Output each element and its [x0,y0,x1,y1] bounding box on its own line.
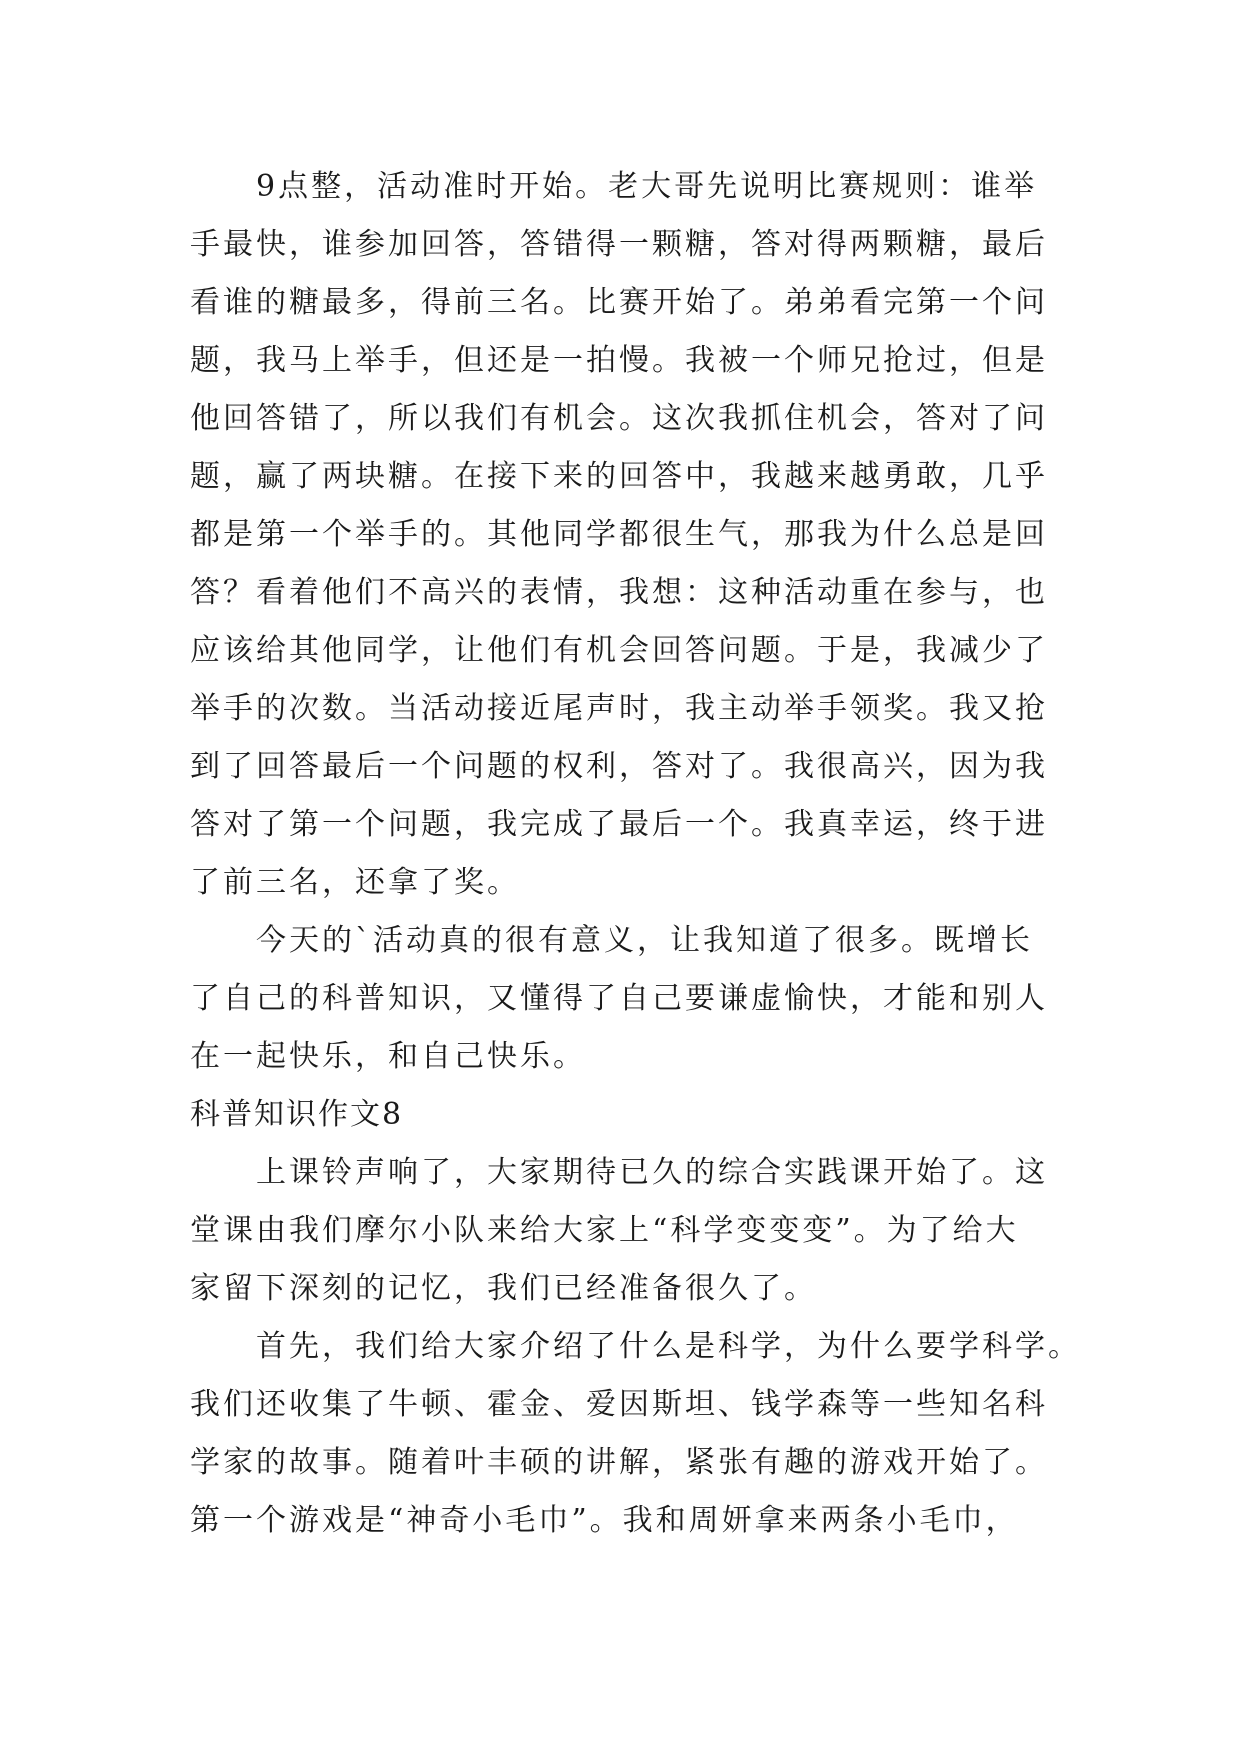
text-line: 9点整，活动准时开始。老大哥先说明比赛规则：谁举 [190,169,1038,204]
text-line: 都是第一个举手的。其他同学都很生气，那我为什么总是回 [190,517,1048,552]
section-heading: 科普知识作文8 [190,1097,404,1132]
text-line: 举手的次数。当活动接近尾声时，我主动举手领奖。我又抢 [190,691,1048,726]
text-line: 我们还收集了牛顿、霍金、爱因斯坦、钱学森等一些知名科 [190,1387,1048,1422]
paragraph [190,158,1050,912]
paragraph [190,1318,1081,1550]
text-line: 手最快，谁参加回答，答错得一颗糖，答对得两颗糖，最后 [190,227,1048,262]
text-line: 看谁的糖最多，得前三名。比赛开始了。弟弟看完第一个问 [190,285,1048,320]
text-line: 上课铃声响了，大家期待已久的综合实践课开始了。这 [190,1155,1048,1190]
text-line: 学家的故事。随着叶丰硕的讲解，紧张有趣的游戏开始了。 [190,1445,1048,1480]
document-page [190,158,1081,1550]
text-line: 答对了第一个问题，我完成了最后一个。我真幸运，终于进 [190,807,1048,842]
text-line: 题，我马上举手，但还是一拍慢。我被一个师兄抢过，但是 [190,343,1048,378]
text-line: 堂课由我们摩尔小队来给大家上“科学变变变”。为了给大 [190,1213,1019,1248]
text-line: 答？看着他们不高兴的表情，我想：这种活动重在参与，也 [190,575,1048,610]
text-line: 在一起快乐，和自己快乐。 [190,1039,586,1074]
paragraph [190,912,1050,1086]
text-line: 家留下深刻的记忆，我们已经准备很久了。 [190,1271,817,1306]
text-line: 第一个游戏是“神奇小毛巾”。我和周妍拿来两条小毛巾， [190,1503,1019,1538]
text-line: 他回答错了，所以我们有机会。这次我抓住机会，答对了问 [190,401,1048,436]
text-line: 了前三名，还拿了奖。 [190,865,520,900]
text-line: 题，赢了两块糖。在接下来的回答中，我越来越勇敢，几乎 [190,459,1048,494]
text-line: 应该给其他同学，让他们有机会回答问题。于是，我减少了 [190,633,1048,668]
text-line: 首先，我们给大家介绍了什么是科学，为什么要学科学。 [190,1329,1081,1364]
text-line: 到了回答最后一个问题的权利，答对了。我很高兴，因为我 [190,749,1048,784]
text-line: 了自己的科普知识，又懂得了自己要谦虚愉快，才能和别人 [190,981,1048,1016]
paragraph [190,1144,1050,1318]
text-line: 今天的`活动真的很有意义，让我知道了很多。既增长 [190,923,1033,958]
